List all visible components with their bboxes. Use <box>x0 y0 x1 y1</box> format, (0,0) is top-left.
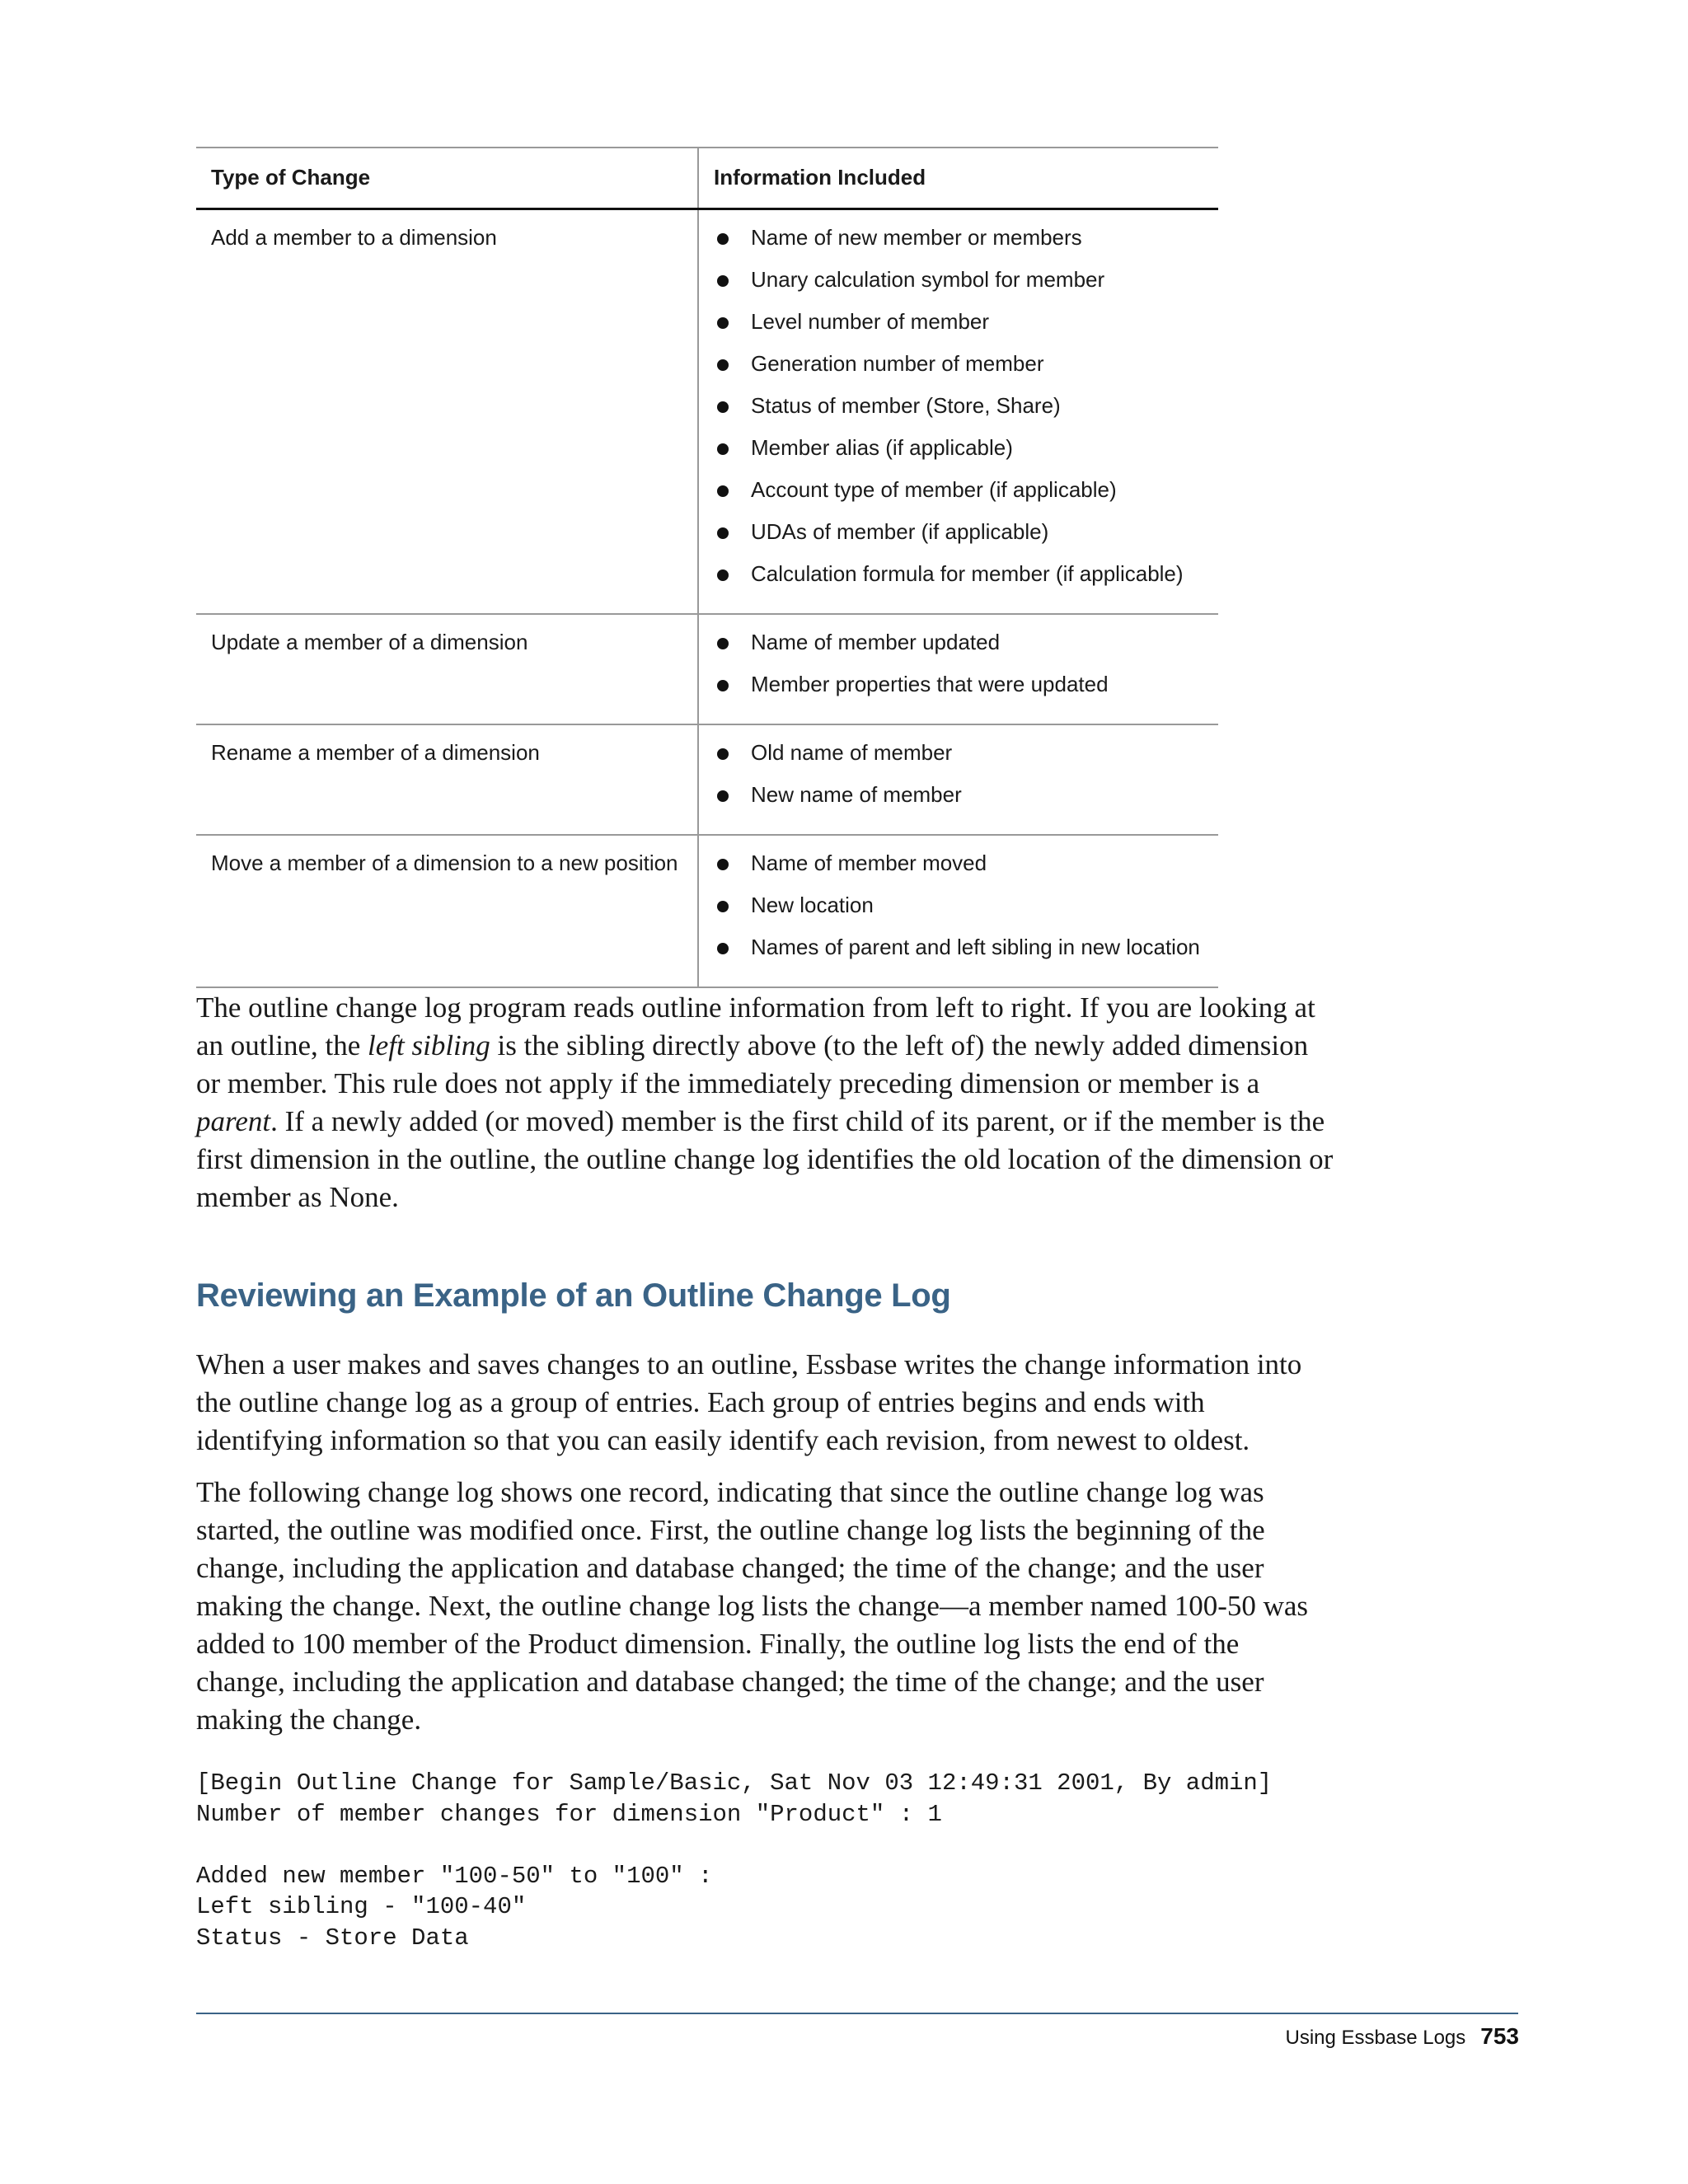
paragraph-text: The outline change log program reads outline information from left to right. If you are looking at an outline, the <box>196 991 1315 1062</box>
list-item-text: Name of member moved <box>751 851 987 875</box>
page-number: 753 <box>1480 2023 1519 2049</box>
bullet-icon <box>717 859 729 870</box>
list-item <box>714 630 1203 672</box>
change-log-intro-paragraph: When a user makes and saves changes to an outline, Essbase writes the change information into the outline change log as a group of entries. Each group of entries begins and ends with identifying information so that you can easily identify each revision, from newest to oldest. <box>196 1348 1302 1456</box>
list-item <box>714 561 1203 603</box>
list-item <box>714 435 1203 477</box>
change-type-cell: Update a member of a dimension <box>196 614 698 724</box>
code-line: Status - Store Data <box>196 1924 469 1952</box>
information-cell <box>698 614 1218 724</box>
information-cell <box>698 835 1218 987</box>
list-item-text: UDAs of member (if applicable) <box>751 519 1049 544</box>
list-item <box>714 935 1203 977</box>
list-item-text: New location <box>751 893 874 917</box>
bullet-icon <box>717 901 729 912</box>
list-item <box>714 851 1203 893</box>
list-item <box>714 309 1203 351</box>
header-type-of-change: Type of Change <box>196 148 698 209</box>
list-item-text: Account type of member (if applicable) <box>751 477 1117 502</box>
page-footer <box>1285 2023 1519 2050</box>
bullet-icon <box>717 485 729 497</box>
list-item-text: Name of new member or members <box>751 225 1082 250</box>
bullet-icon <box>717 748 729 760</box>
list-item <box>714 519 1203 561</box>
list-item-text: Generation number of member <box>751 351 1044 376</box>
change-type-cell: Add a member to a dimension <box>196 209 698 615</box>
information-cell <box>698 209 1218 615</box>
paragraph-text: is the sibling directly above (to the left of) the newly added dimension or member. This rule does not apply if the immediately preceding dimension or member is a <box>196 1029 1309 1099</box>
information-list <box>714 851 1203 977</box>
list-item-text: Unary calculation symbol for member <box>751 267 1105 292</box>
bullet-icon <box>717 680 729 691</box>
list-item-text: Status of member (Store, Share) <box>751 393 1061 418</box>
parent-term: parent <box>196 1105 271 1137</box>
list-item-text: Name of member updated <box>751 630 1001 654</box>
change-log-example-paragraph: The following change log shows one record, indicating that since the outline change log was started, the outline was modified once. First, the outline change log lists the beginning of the change, including the application and database changed; the time of the change; and the user making the change. Next, the outline change log lists the change—a member named 100-50 was added to 100 member of the Product dimension. Finally, the outline log lists the end of the change, including the application and database changed; the time of the change; and the user making the change. <box>196 1476 1309 1736</box>
bullet-icon <box>717 233 729 245</box>
code-line: [Begin Outline Change for Sample/Basic, Sat Nov 03 12:49:31 2001, By admin] <box>196 1769 1273 1797</box>
list-item <box>714 782 1203 824</box>
list-item <box>714 740 1203 782</box>
paragraph-text: . If a newly added (or moved) member is the first child of its parent, or if the member is the first dimension in the outline, the outline change log identifies the old location of the dimension or member as None. <box>196 1105 1334 1213</box>
list-item <box>714 351 1203 393</box>
code-line: Number of member changes for dimension "Product" : 1 <box>196 1800 942 1828</box>
list-item-text: Member properties that were updated <box>751 672 1109 696</box>
list-item-text: Names of parent and left sibling in new location <box>751 935 1200 959</box>
bullet-icon <box>717 359 729 371</box>
bullet-icon <box>717 569 729 581</box>
bullet-icon <box>717 317 729 329</box>
bullet-icon <box>717 943 729 954</box>
bullet-icon <box>717 638 729 649</box>
outline-reading-paragraph <box>196 989 1334 1216</box>
section-heading: Reviewing an Example of an Outline Change Log <box>196 1277 951 1314</box>
footer-divider <box>196 2013 1518 2014</box>
bullet-icon <box>717 401 729 413</box>
list-item <box>714 393 1203 435</box>
list-item <box>714 672 1203 714</box>
bullet-icon <box>717 275 729 287</box>
list-item <box>714 477 1203 519</box>
outline-change-table <box>196 147 1218 988</box>
table-row <box>196 724 1218 835</box>
bullet-icon <box>717 443 729 455</box>
code-line: Added new member "100-50" to "100" : <box>196 1862 713 1890</box>
list-item-text: Calculation formula for member (if applicable) <box>751 561 1184 586</box>
list-item <box>714 267 1203 309</box>
bullet-icon <box>717 790 729 802</box>
list-item <box>714 225 1203 267</box>
information-cell <box>698 724 1218 835</box>
table-row <box>196 835 1218 987</box>
change-log-code-sample <box>196 1768 1272 1953</box>
table-header-row <box>196 148 1218 209</box>
left-sibling-term: left sibling <box>368 1029 490 1062</box>
bullet-icon <box>717 527 729 539</box>
list-item-text: Old name of member <box>751 740 953 765</box>
information-list <box>714 630 1203 714</box>
information-list <box>714 225 1203 603</box>
list-item-text: New name of member <box>751 782 962 807</box>
table-row <box>196 209 1218 615</box>
code-line: Left sibling - "100-40" <box>196 1893 527 1920</box>
change-type-cell: Rename a member of a dimension <box>196 724 698 835</box>
header-information-included: Information Included <box>698 148 1218 209</box>
list-item <box>714 893 1203 935</box>
list-item-text: Level number of member <box>751 309 990 334</box>
list-item-text: Member alias (if applicable) <box>751 435 1013 460</box>
running-title: Using Essbase Logs <box>1285 2027 1466 2049</box>
table-row <box>196 614 1218 724</box>
change-type-cell: Move a member of a dimension to a new position <box>196 835 698 987</box>
information-list <box>714 740 1203 824</box>
